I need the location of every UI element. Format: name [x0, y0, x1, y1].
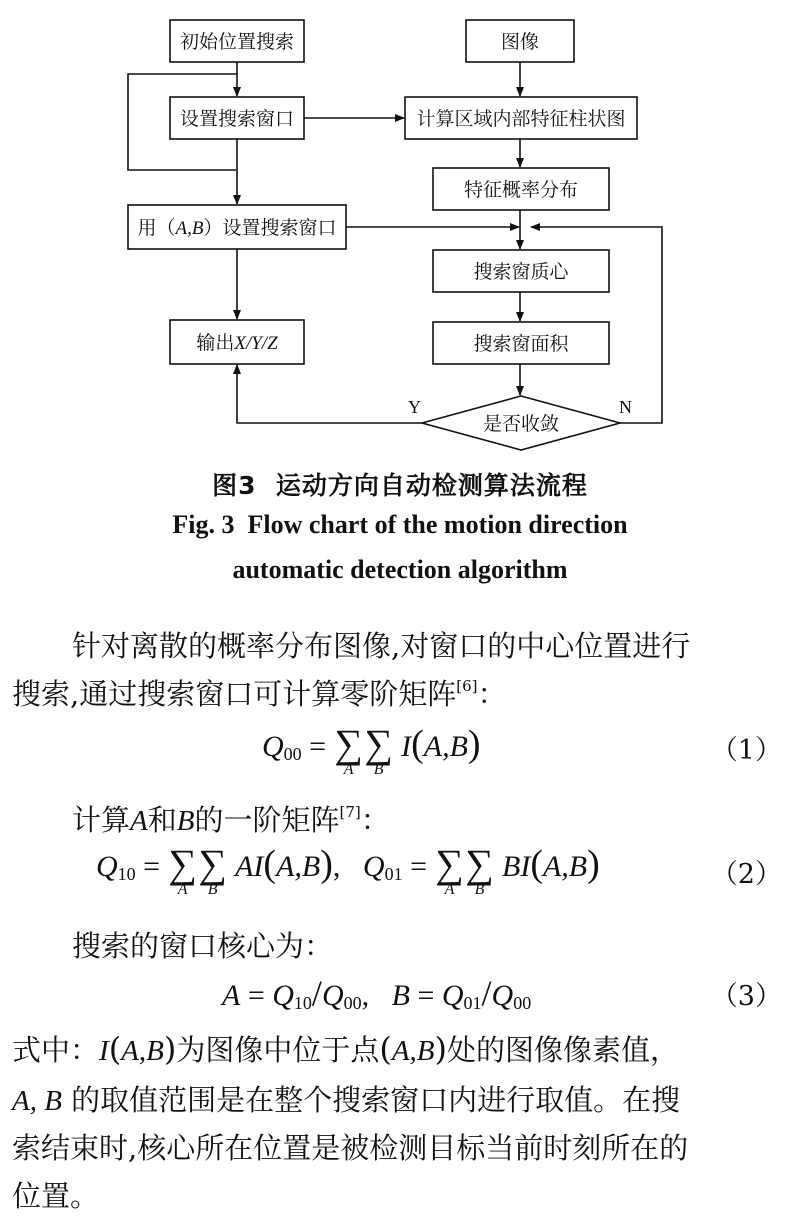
equation-1: Q00 = ∑ A ∑ B I(A,B) [262, 721, 481, 778]
node-output-label: 输出X/Y/Z [196, 332, 278, 354]
node-area-label: 搜索窗面积 [473, 333, 569, 355]
node-image-label: 图像 [500, 31, 540, 53]
node-set-window-label: 设置搜索窗口 [179, 108, 295, 130]
node-converge-label: 是否收敛 [482, 413, 560, 435]
eq1-Q: Q [262, 730, 284, 763]
label-no: N [619, 397, 632, 417]
eq1-number: （1） [710, 735, 782, 766]
para4-line3: 索结束时,核心所在位置是被检测目标当前时刻所在的 [12, 1131, 689, 1165]
para3: 搜索的窗口核心为： [72, 929, 334, 963]
eq1-equals: = [309, 730, 327, 763]
figure-caption-en-line2: automatic detection algorithm [232, 555, 568, 584]
node-set-window-ab-label: 用（A,B）设置搜索窗口 [137, 217, 337, 239]
equation-3: A = Q10/Q00, B = Q01/Q00 [222, 973, 532, 1013]
flowchart [0, 0, 800, 460]
para4-line1: 式中：I(A,B)为图像中位于点(A,B)处的图像像素值， [12, 1030, 680, 1068]
para4-line2: A, B 的取值范围是在整个搜索窗口内进行取值。在搜 [12, 1083, 681, 1117]
node-centroid-label: 搜索窗质心 [473, 261, 569, 283]
eq1-sum-B: ∑ B [364, 721, 393, 778]
equation-2: Q10 = ∑ A ∑ B AI(A,B), Q01 = ∑ A ∑ B BI(A,B) [96, 841, 600, 898]
para4-line4: 位置。 [12, 1179, 100, 1213]
figure-caption-en-line1: Fig. 3 Flow chart of the motion direction [172, 510, 628, 539]
eq1-I: I [401, 730, 412, 763]
para1-line2 [12, 672, 507, 713]
para1-line1: 针对离散的概率分布图像,对窗口的中心位置进行 [72, 629, 691, 663]
eq1-args: A,B [423, 730, 468, 763]
para2: 计算A和B的一阶矩阵[7]： [72, 803, 390, 837]
node-init-search-label: 初始位置搜索 [179, 31, 295, 53]
eq3-number: （3） [710, 981, 782, 1012]
edge-yes-to-output [237, 365, 422, 423]
ref-7[interactable]: [7] [339, 803, 361, 821]
eq1-sub: 00 [283, 744, 302, 764]
label-yes: Y [408, 397, 421, 417]
ref-6[interactable]: [6] [456, 677, 478, 695]
node-prob-dist-label: 特征概率分布 [463, 179, 579, 201]
figure-caption-cn: 图3 运动方向自动检测算法流程 [212, 471, 588, 500]
para1-line2-text: 搜索,通过搜索窗口可计算零阶矩阵 [12, 677, 457, 711]
colon: ： [477, 677, 507, 711]
eq2-number: （2） [710, 859, 782, 890]
eq1-sum-A: ∑ A [334, 721, 363, 778]
node-histogram-label: 计算区域内部特征柱状图 [416, 108, 626, 130]
